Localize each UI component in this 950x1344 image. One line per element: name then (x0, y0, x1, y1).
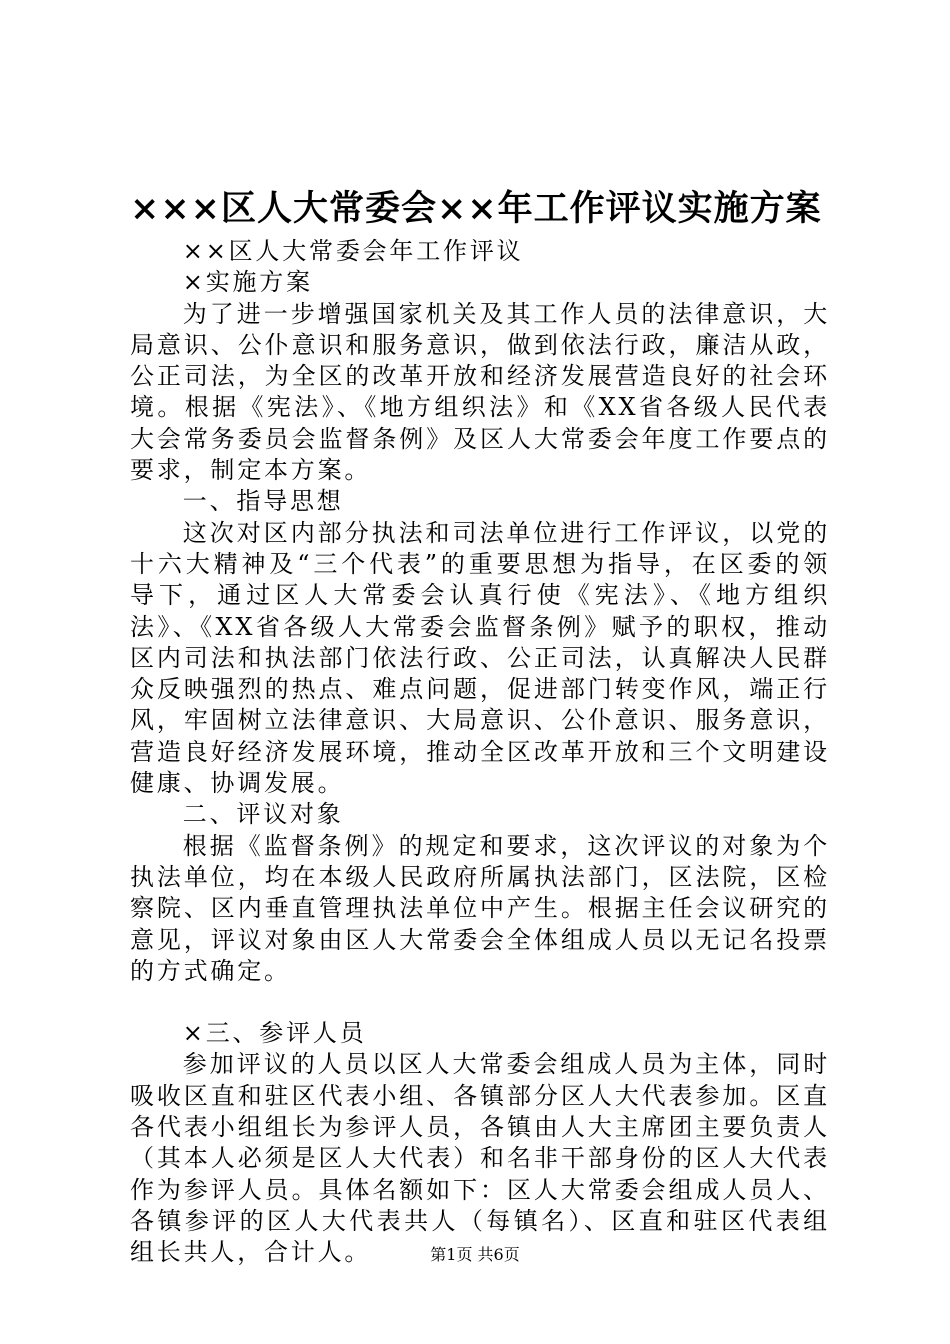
participants-paragraph: 参加评议的人员以区人大常委会组成人员为主体，同时吸收区直和驻区代表小组、各镇部分区人大代表参加。区直各代表小组组长为参评人员，各镇由人大主席团主要负责人（其本人必须是区人大代表）和名非干部身份的区人大代表作为参评人员。具体名额如下：区人大常委会组成人员人、各镇参评的区人大代表共人（每镇名）、区直和驻区代表组组长共人，合计人。 (130, 1050, 830, 1267)
subtitle-line-1: ××区人大常委会年工作评议 (182, 237, 524, 265)
guiding-ideology-paragraph: 这次对区内部分执法和司法单位进行工作评议，以党的十六大精神及“三个代表”的重要思想为指导，在区委的领导下，通过区人大常委会认真行使《宪法》、《地方组织法》、《XX省各级人大常委会监督条例》赋予的职权，推动区内司法和执法部门依法行政、公正司法，认真解决人民群众反映强烈的热点、难点问题，促进部门转变作风，端正行风，牢固树立法律意识、大局意识、公仆意识、服务意识，营造良好经济发展环境，推动全区改革开放和三个文明建设健康、协调发展。 (130, 518, 830, 798)
section-heading-guiding-ideology: 一、指导思想 (182, 487, 344, 516)
subtitle-line-2: ×实施方案 (182, 268, 313, 297)
section-heading-participants: ×三、参评人员 (182, 1019, 367, 1048)
document-title: ×××区人大常委会××年工作评议实施方案 (130, 188, 822, 229)
evaluation-targets-paragraph: 根据《监督条例》的规定和要求，这次评议的对象为个执法单位，均在本级人民政府所属执法部门，区法院，区检察院、区内垂直管理执法单位中产生。根据主任会议研究的意见，评议对象由区人大常委会全体组成人员以无记名投票的方式确定。 (130, 831, 830, 985)
document-body (130, 236, 830, 1269)
page-indicator: 第1页 共6页 (430, 1245, 520, 1264)
section-heading-evaluation-targets: 二、评议对象 (182, 800, 344, 829)
intro-paragraph: 为了进一步增强国家机关及其工作人员的法律意识，大局意识、公仆意识和服务意识，做到依法行政，廉洁从政，公正司法，为全区的改革开放和经济发展营造良好的社会环境。根据《宪法》、《地方组织法》和《XX省各级人民代表大会常务委员会监督条例》及区人大常委会年度工作要点的要求，制定本方案。 (130, 299, 830, 485)
